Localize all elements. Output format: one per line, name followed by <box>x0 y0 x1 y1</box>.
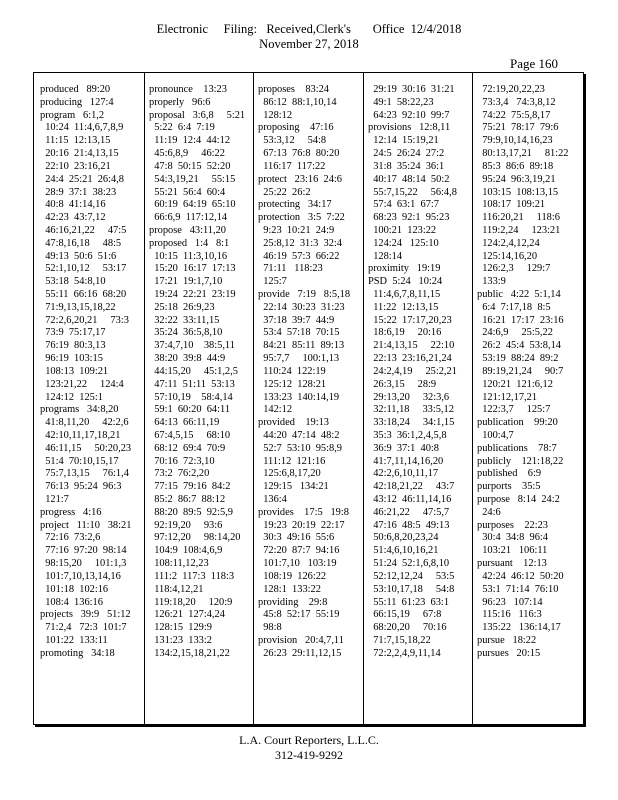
index-entry-line: 116:20,21 118:6 <box>477 212 560 224</box>
index-entry-line: 57:10,19 58:4,14 <box>149 391 233 403</box>
index-entry-line: 75:7,13,15 76:1,4 <box>40 468 129 480</box>
index-entry-line: 44:15,20 45:1,2,5 <box>149 365 238 377</box>
index-entry-line: 124:12 125:1 <box>40 391 103 403</box>
index-entry-line: 125:6,8,17,20 <box>258 468 321 480</box>
index-entry-line: 95:7,7 100:1,13 <box>258 353 340 365</box>
reporter-phone: 312-419-9292 <box>275 748 343 762</box>
index-entry-line: 24:2,4,19 25:2,21 <box>368 365 457 377</box>
index-entry-line: 42:24 46:12 50:20 <box>477 570 564 582</box>
index-entry-line: proposes 83:24 <box>258 84 329 95</box>
index-entry-line: 46:11,15 50:20,23 <box>40 442 132 454</box>
index-entry-line: provisions 12:8,11 <box>368 122 451 134</box>
index-entry-line: 53:1 71:14 76:10 <box>477 583 559 595</box>
index-entry-line: 53:19 88:24 89:2 <box>477 353 559 365</box>
index-entry-line: 25:22 26:2 <box>258 186 311 198</box>
index-entry-line: 49:1 58:22,23 <box>368 96 434 108</box>
index-entry-line: 135:22 136:14,17 <box>477 622 561 634</box>
index-entry-line: 71:9,13,15,18,22 <box>40 301 116 313</box>
index-entry-line: 125:14,16,20 <box>477 250 538 262</box>
index-entry-line: 73:9 75:17,17 <box>40 327 106 339</box>
index-entry-line: 80:13,17,21 81:22 <box>477 148 569 160</box>
index-entry-line: 97:12,20 98:14,20 <box>149 532 241 544</box>
index-entry-line: 43:12 46:11,14,16 <box>368 494 452 505</box>
index-column-4 <box>368 84 472 661</box>
index-entry-line: projects 39:9 51:12 <box>40 609 131 621</box>
index-entry-line: 96:19 103:15 <box>40 353 103 365</box>
index-entry-line: 52:7 53:10 95:8,9 <box>258 442 342 454</box>
index-entry-line: 64:13 66:11,19 <box>149 417 220 429</box>
index-entry-line: 54:3,19,21 55:15 <box>149 173 236 185</box>
reporter-company: L.A. Court Reporters, L.L.C. <box>239 733 379 747</box>
index-entry-line: program 6:1,2 <box>40 109 105 121</box>
index-entry-line: 119:2,24 123:21 <box>477 224 561 236</box>
index-entry-line: 101:18 102:16 <box>40 583 109 595</box>
index-entry-line: 71:2,4 72:3 101:7 <box>40 622 127 634</box>
index-entry-line: 75:21 78:17 79:6 <box>477 122 559 134</box>
index-entry-line: provided 19:13 <box>258 417 329 429</box>
index-entry-line: 29:13,20 32:3,6 <box>368 391 450 403</box>
index-entry-line: 46:21,22 47:5,7 <box>368 506 450 518</box>
index-entry-line: 24:4 25:21 26:4,8 <box>40 173 124 185</box>
index-entry-line: 51:4,6,10,16,21 <box>368 545 439 557</box>
index-entry-line: 64:23 92:10 99:7 <box>368 109 450 121</box>
index-entry-line: 111:2 117:3 118:3 <box>149 570 235 582</box>
index-entry-line: proposal 3:6,8 5:21 <box>149 109 246 121</box>
index-entry-line: 103:21 106:11 <box>477 545 548 557</box>
index-entry-line: 53:10,17,18 54:8 <box>368 583 455 595</box>
index-entry-line: 21:4,13,15 22:10 <box>368 340 455 352</box>
index-entry-line: 57:4 63:1 67:7 <box>368 199 440 211</box>
index-entry-line: protecting 34:17 <box>258 199 332 211</box>
index-entry-line: 17:21 19:1,7,10 <box>149 276 223 288</box>
index-entry-line: 125:7 <box>258 276 287 288</box>
index-entry-line: 98:8 <box>258 622 282 634</box>
index-entry-line: 110:24 122:19 <box>258 365 326 377</box>
index-entry-line: 55:21 56:4 60:4 <box>149 186 226 198</box>
word-index-frame <box>33 72 584 725</box>
index-entry-line: 24:6 <box>477 506 501 518</box>
index-entry-line: 142:12 <box>258 404 293 416</box>
index-entry-line: 68:20,20 70:16 <box>368 622 447 634</box>
index-entry-line: provide 7:19 8:5,18 <box>258 289 351 300</box>
index-entry-line: 76:19 80:3,13 <box>40 340 106 352</box>
index-entry-line: 86:12 88:1,10,14 <box>258 96 337 108</box>
index-entry-line: 101:7,10,13,14,16 <box>40 570 121 582</box>
index-entry-line: 26:2 45:4 53:8,14 <box>477 340 561 352</box>
index-entry-line: 53:4 57:18 70:15 <box>258 327 340 339</box>
index-entry-line: promoting 34:18 <box>40 647 115 659</box>
index-entry-line: 134:2,15,18,21,22 <box>149 647 230 659</box>
index-entry-line: propose 43:11,20 <box>149 224 226 236</box>
index-entry-line: 66:6,9 117:12,14 <box>149 212 228 224</box>
index-entry-line: proposed 1:4 8:1 <box>149 237 230 249</box>
index-entry-line: 6:4 7:17,18 8:5 <box>477 301 551 313</box>
index-entry-line: publicly 121:18,22 <box>477 455 564 467</box>
index-entry-line: 44:20 47:14 48:2 <box>258 429 340 441</box>
index-entry-line: 126:2,3 129:7 <box>477 263 551 275</box>
index-entry-line: 28:9 37:1 38:23 <box>40 186 117 198</box>
index-entry-line: 108:4 136:16 <box>40 596 103 608</box>
index-entry-line: 55:7,15,22 56:4,8 <box>368 186 457 198</box>
index-entry-line: 51:4 70:10,15,17 <box>40 455 119 467</box>
index-entry-line: 133:9 <box>477 276 506 288</box>
index-entry-line: 49:13 50:6 51:6 <box>40 250 117 262</box>
index-entry-line: pursue 18:22 <box>477 634 537 646</box>
index-entry-line: 108:11,12,23 <box>149 558 209 570</box>
index-entry-line: 41:7,11,14,16,20 <box>368 455 444 467</box>
index-entry-line: produced 89:20 <box>40 84 111 95</box>
index-entry-line: provision 20:4,7,11 <box>258 634 344 646</box>
index-entry-line: provides 17:5 19:8 <box>258 506 349 518</box>
index-entry-line: 30:4 34:8 96:4 <box>477 532 549 544</box>
index-entry-line: 33:18,24 34:1,15 <box>368 417 455 429</box>
index-entry-line: 74:22 75:5,8,17 <box>477 109 551 121</box>
index-entry-line: 35:24 36:5,8,10 <box>149 327 223 339</box>
index-entry-line: pursuant 12:13 <box>477 558 547 570</box>
index-entry-line: 115:16 116:3 <box>477 609 542 621</box>
index-entry-line: 55:11 66:16 68:20 <box>40 289 127 300</box>
index-entry-line: 77:16 97:20 98:14 <box>40 545 127 557</box>
index-entry-line: producing 127:4 <box>40 96 114 108</box>
index-entry-line: 47:16 48:5 49:13 <box>368 519 450 531</box>
index-entry-line: 77:15 79:16 84:2 <box>149 481 231 493</box>
index-entry-line: 71:7,15,18,22 <box>368 634 431 646</box>
index-entry-line: programs 34:8,20 <box>40 404 119 416</box>
index-entry-line: 19:24 22:21 23:19 <box>149 289 236 300</box>
index-entry-line: 38:20 39:8 44:9 <box>149 353 226 365</box>
index-entry-line: 84:21 85:11 89:13 <box>258 340 345 352</box>
index-entry-line: proximity 19:19 <box>368 263 441 275</box>
index-entry-line: 5:22 6:4 7:19 <box>149 122 215 134</box>
index-entry-line: 116:17 117:22 <box>258 160 326 172</box>
index-entry-line: pursues 20:15 <box>477 647 541 659</box>
index-column-2 <box>149 84 253 661</box>
index-entry-line: 40:17 48:14 50:2 <box>368 173 450 185</box>
index-entry-line: 120:21 121:6,12 <box>477 378 553 390</box>
index-entry-line: publication 99:20 <box>477 417 558 429</box>
index-entry-line: 121:12,17,21 <box>477 391 538 403</box>
index-entry-line: 128:15 129:9 <box>149 622 212 634</box>
index-entry-line: 51:24 52:1,6,8,10 <box>368 558 450 570</box>
index-entry-line: 47:8 50:15 52:20 <box>149 160 231 172</box>
index-entry-line: 26:3,15 28:9 <box>368 378 437 390</box>
index-entry-line: 89:19,21,24 90:7 <box>477 365 564 377</box>
index-entry-line: 60:19 64:19 65:10 <box>149 199 236 211</box>
index-entry-line: 108:17 109:21 <box>477 199 546 211</box>
index-entry-line: 36:9 37:1 40:8 <box>368 442 440 454</box>
index-entry-line: 72:2,2,4,9,11,14 <box>368 647 441 659</box>
index-entry-line: 11:22 12:13,15 <box>368 301 439 313</box>
index-entry-line: 66:15,19 67:8 <box>368 609 442 621</box>
index-entry-line: 24:6,9 25:5,22 <box>477 327 553 339</box>
index-entry-line: 11:4,6,7,8,11,15 <box>368 289 441 300</box>
index-entry-line: 72:19,20,22,23 <box>477 84 545 95</box>
index-entry-line: progress 4:16 <box>40 506 102 518</box>
index-column-1 <box>40 84 144 661</box>
index-entry-line: 92:19,20 93:6 <box>149 519 223 531</box>
index-entry-line: 128:14 <box>368 250 403 262</box>
index-entry-line: 53:18 54:8,10 <box>40 276 106 288</box>
index-entry-line: 45:6,8,9 46:22 <box>149 148 225 160</box>
index-column-5 <box>477 84 581 661</box>
index-entry-line: 55:11 61:23 63:1 <box>368 596 450 608</box>
index-entry-line: 37:18 39:7 44:9 <box>258 314 335 326</box>
index-entry-line: 129:15 134:21 <box>258 481 329 493</box>
index-entry-line: 15:20 16:17 17:13 <box>149 263 236 275</box>
index-entry-line: 24:5 26:24 27:2 <box>368 148 445 160</box>
index-entry-line: 98:15,20 101:1,3 <box>40 558 127 570</box>
index-entry-line: public 4:22 5:1,14 <box>477 289 561 300</box>
index-entry-line: 42:23 43:7,12 <box>40 212 106 224</box>
column-divider <box>253 73 254 724</box>
index-entry-line: published 6:9 <box>477 468 542 480</box>
column-divider <box>144 73 145 724</box>
column-divider <box>363 73 364 724</box>
index-entry-line: 128:12 <box>258 109 293 121</box>
index-entry-line: 31:8 35:24 36:1 <box>368 160 445 172</box>
index-entry-line: 29:19 30:16 31:21 <box>368 84 455 95</box>
index-entry-line: 72:16 73:2,6 <box>40 532 101 544</box>
index-entry-line: 40:8 41:14,16 <box>40 199 106 211</box>
index-entry-line: 16:21 17:17 23:16 <box>477 314 564 326</box>
index-entry-line: providing 29:8 <box>258 596 328 608</box>
index-entry-line: proposing 47:16 <box>258 122 334 134</box>
page-number: Page 160 <box>509 56 558 71</box>
index-entry-line: 100:21 123:22 <box>368 224 437 236</box>
index-entry-line: 123:21,22 124:4 <box>40 378 124 390</box>
index-entry-line: 32:11,18 33:5,12 <box>368 404 454 416</box>
index-entry-line: 26:23 29:11,12,15 <box>258 647 342 659</box>
index-entry-line: 96:23 107:14 <box>477 596 543 608</box>
index-entry-line: 71:11 118:23 <box>258 263 323 275</box>
index-entry-line: 46:16,21,22 47:5 <box>40 224 127 236</box>
index-entry-line: project 11:10 38:21 <box>40 519 132 531</box>
index-entry-line: 128:1 133:22 <box>258 583 321 595</box>
index-entry-line: 11:19 12:4 44:12 <box>149 135 231 147</box>
index-entry-line: 126:21 127:4,24 <box>149 609 225 621</box>
index-entry-line: 95:24 96:3,19,21 <box>477 173 556 185</box>
index-entry-line: 68:23 92:1 95:23 <box>368 212 450 224</box>
index-entry-line: 79:9,10,14,16,23 <box>477 135 553 147</box>
index-entry-line: 15:22 17:17,20,23 <box>368 314 452 326</box>
index-entry-line: 47:8,16,18 48:5 <box>40 237 122 249</box>
index-entry-line: 70:16 72:3,10 <box>149 455 215 467</box>
index-entry-line: 35:3 36:1,2,4,5,8 <box>368 429 447 441</box>
index-entry-line: 104:9 108:4,6,9 <box>149 545 223 557</box>
index-entry-line: pronounce 13:23 <box>149 84 227 95</box>
index-entry-line: 25:18 26:9,23 <box>149 301 215 313</box>
index-entry-line: 72:2,6,20,21 73:3 <box>40 314 129 326</box>
index-entry-line: 133:23 140:14,19 <box>258 391 340 403</box>
index-entry-line: 73:3,4 74:3,8,12 <box>477 96 556 108</box>
index-entry-line: 50:6,8,20,23,24 <box>368 532 439 544</box>
index-entry-line: 42:18,21,22 43:7 <box>368 481 455 493</box>
index-entry-line: 103:15 108:13,15 <box>477 186 559 198</box>
index-entry-line: 72:20 87:7 94:16 <box>258 545 340 557</box>
index-entry-line: 10:15 11:3,10,16 <box>149 250 228 262</box>
index-entry-line: 22:10 23:16,21 <box>40 160 111 172</box>
index-entry-line: 119:18,20 120:9 <box>149 596 233 608</box>
filing-stamp-line: Electronic Filing: Received,Clerk's Office 12/4/2018 <box>156 22 462 36</box>
index-entry-line: 68:12 69:4 70:9 <box>149 442 226 454</box>
index-entry-line: 67:4,5,15 68:10 <box>149 429 231 441</box>
index-entry-line: 85:2 86:7 88:12 <box>149 494 226 505</box>
index-entry-line: 37:4,7,10 38:5,11 <box>149 340 235 352</box>
index-entry-line: 18:6,19 20:16 <box>368 327 442 339</box>
index-entry-line: 108:19 126:22 <box>258 570 327 582</box>
index-entry-line: 22:13 23:16,21,24 <box>368 353 452 365</box>
index-entry-line: 101:22 133:11 <box>40 634 108 646</box>
index-entry-line: 85:3 86:6 89:18 <box>477 160 554 172</box>
index-entry-line: 42:2,6,10,11,17 <box>368 468 439 480</box>
index-entry-line: 124:2,4,12,24 <box>477 237 540 249</box>
index-entry-line: protect 23:16 24:6 <box>258 173 342 185</box>
index-entry-line: 10:24 11:4,6,7,8,9 <box>40 122 124 134</box>
index-entry-line: 25:8,12 31:3 32:4 <box>258 237 342 249</box>
index-entry-line: 131:23 133:2 <box>149 634 212 646</box>
index-entry-line: 88:20 89:5 92:5,9 <box>149 506 233 518</box>
index-entry-line: 59:1 60:20 64:11 <box>149 404 231 416</box>
index-entry-line: purpose 8:14 24:2 <box>477 494 560 505</box>
column-divider <box>472 73 473 724</box>
index-entry-line: 101:7,10 103:19 <box>258 558 337 570</box>
index-entry-line: 32:22 33:11,15 <box>149 314 220 326</box>
index-entry-line: 45:8 52:17 55:19 <box>258 609 340 621</box>
index-entry-line: 52:12,12,24 53:5 <box>368 570 455 582</box>
index-entry-line: purports 35:5 <box>477 481 541 493</box>
index-entry-line: 19:23 20:19 22:17 <box>258 519 345 531</box>
index-entry-line: 67:13 76:8 80:20 <box>258 148 340 160</box>
index-entry-line: PSD 5:24 10:24 <box>368 276 443 288</box>
index-column-3 <box>258 84 362 661</box>
index-entry-line: 53:3,12 54:8 <box>258 135 327 147</box>
index-entry-line: 125:12 128:21 <box>258 378 327 390</box>
index-entry-line: purposes 22:23 <box>477 519 548 531</box>
index-entry-line: 118:4,12,21 <box>149 583 204 595</box>
index-entry-line: 9:23 10:21 24:9 <box>258 224 335 236</box>
index-entry-line: 20:16 21:4,13,15 <box>40 148 119 160</box>
index-entry-line: 52:1,10,12 53:17 <box>40 263 127 275</box>
index-entry-line: 11:15 12:13,15 <box>40 135 111 147</box>
index-entry-line: 12:14 15:19,21 <box>368 135 439 147</box>
index-entry-line: 46:19 57:3 66:22 <box>258 250 340 262</box>
index-entry-line: 76:13 95:24 96:3 <box>40 481 122 493</box>
index-entry-line: 124:24 125:10 <box>368 237 439 249</box>
index-entry-line: 122:3,7 125:7 <box>477 404 551 416</box>
index-entry-line: 111:12 121:16 <box>258 455 326 467</box>
index-entry-line: publications 78:7 <box>477 442 557 454</box>
index-entry-line: 100:4,7 <box>477 429 514 441</box>
index-entry-line: 47:11 51:11 53:13 <box>149 378 235 390</box>
index-entry-line: protection 3:5 7:22 <box>258 212 345 224</box>
index-entry-line: 30:3 49:16 55:6 <box>258 532 335 544</box>
index-entry-line: 42:10,11,17,18,21 <box>40 429 121 441</box>
index-entry-line: 73:2 76:2,20 <box>149 468 210 480</box>
filing-date-line: November 27, 2018 <box>259 37 359 51</box>
index-entry-line: 22:14 30:23 31:23 <box>258 301 345 313</box>
index-entry-line: properly 96:6 <box>149 96 211 108</box>
index-entry-line: 121:7 <box>40 494 69 505</box>
index-entry-line: 136:4 <box>258 494 287 505</box>
index-entry-line: 108:13 109:21 <box>40 365 109 377</box>
index-entry-line: 41:8,11,20 42:2,6 <box>40 417 129 429</box>
